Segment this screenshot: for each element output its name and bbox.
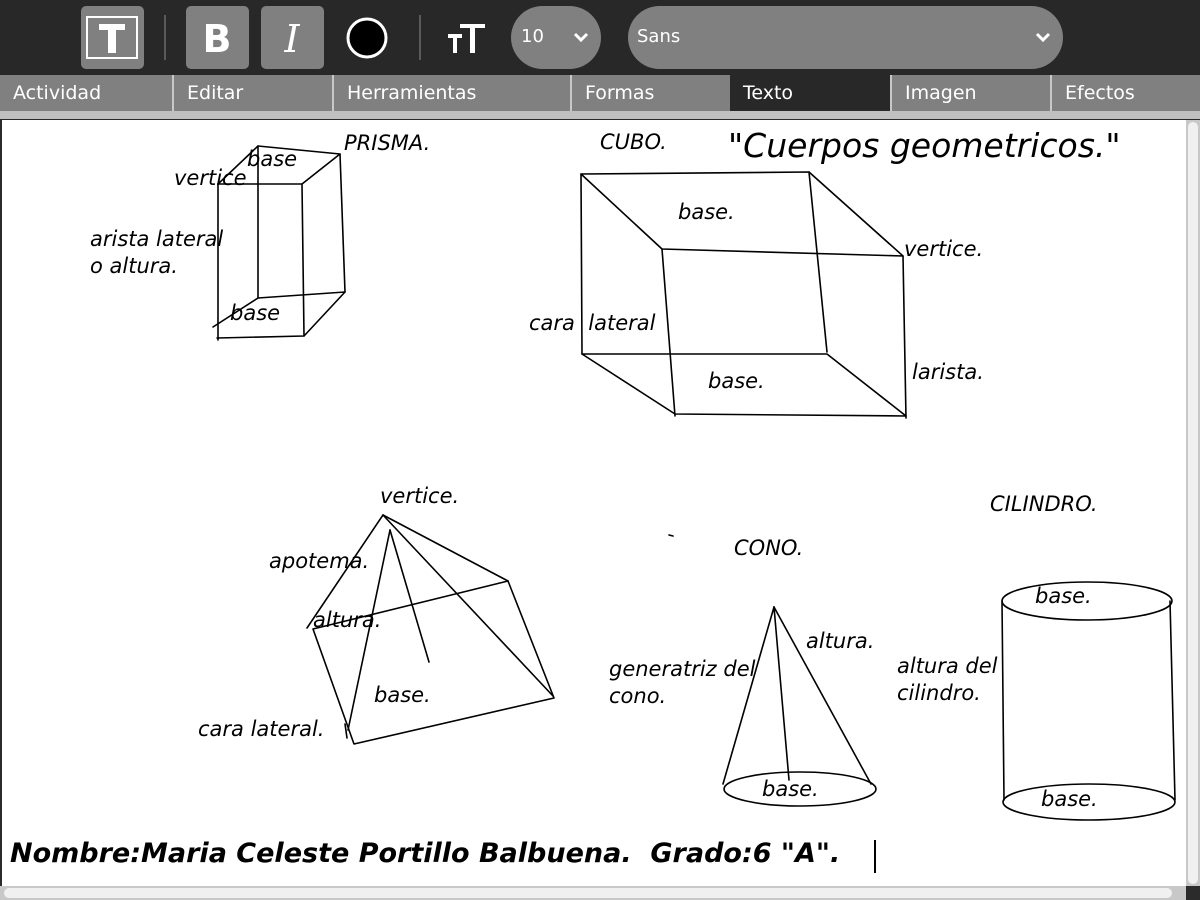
cylinder-height-label: altura del cilindro. bbox=[897, 654, 998, 705]
pyramid-base-label: base. bbox=[374, 683, 431, 707]
text-tool-icon bbox=[81, 6, 144, 69]
text-tool-button[interactable] bbox=[81, 6, 144, 69]
pyramid-face-label: cara lateral. bbox=[198, 717, 325, 741]
cylinder-drawing bbox=[1002, 582, 1175, 820]
italic-button[interactable] bbox=[261, 6, 324, 69]
cone-generatrix-label: generatriz del cono. bbox=[609, 657, 756, 708]
toolbar-separator bbox=[164, 15, 166, 60]
tab-texto[interactable]: Texto bbox=[730, 75, 890, 111]
pyramid-vertex-label: vertice. bbox=[380, 484, 460, 508]
prism-heading: PRISMA. bbox=[344, 131, 431, 155]
chevron-down-icon bbox=[571, 26, 591, 48]
tab-imagen[interactable]: Imagen bbox=[890, 75, 1050, 111]
cube-bottom-base-label: base. bbox=[708, 369, 765, 393]
tab-bar bbox=[0, 75, 1200, 111]
prism-edge-label: arista lateral o altura. bbox=[90, 227, 224, 278]
font-size-value: 10 bbox=[521, 26, 544, 47]
pyramid-apothem-label: apotema. bbox=[269, 549, 370, 573]
tab-herramientas[interactable]: Herramientas bbox=[332, 75, 570, 111]
cone-heading: CONO. bbox=[734, 536, 804, 560]
cone-height-label: altura. bbox=[806, 629, 875, 653]
tab-underline bbox=[0, 111, 1200, 119]
pyramid-height-label: altura. bbox=[313, 608, 382, 632]
drawing-canvas[interactable] bbox=[2, 120, 1186, 886]
font-family-combo[interactable] bbox=[628, 6, 1063, 69]
tab-actividad[interactable]: Actividad bbox=[13, 82, 102, 104]
cube-top-base-label: base. bbox=[678, 200, 735, 224]
svg-text:B: B bbox=[202, 17, 232, 61]
vertical-scroll-thumb[interactable] bbox=[1188, 122, 1198, 884]
cylinder-bottom-base-label: base. bbox=[1041, 787, 1098, 811]
italic-icon bbox=[261, 6, 324, 69]
student-name-text[interactable]: Nombre:Maria Celeste Portillo Balbuena. Grado:6 "A". bbox=[10, 838, 841, 869]
tab-editar[interactable]: Editar bbox=[172, 75, 332, 111]
horizontal-scroll-thumb[interactable] bbox=[4, 888, 1172, 898]
vertical-scrollbar[interactable] bbox=[1186, 120, 1200, 886]
cylinder-top-base-label: base. bbox=[1035, 584, 1092, 608]
font-size-combo[interactable] bbox=[511, 6, 601, 69]
toolbar bbox=[0, 0, 1200, 75]
prism-bottom-base-label: base bbox=[230, 301, 281, 325]
text-size-icon bbox=[435, 6, 498, 69]
cube-vertex-label: vertice. bbox=[904, 237, 984, 261]
cube-edge-label: larista. bbox=[912, 360, 984, 384]
bold-icon bbox=[186, 6, 249, 69]
cylinder-heading: CILINDRO. bbox=[990, 492, 1098, 516]
page-title: "Cuerpos geometricos." bbox=[728, 126, 1121, 165]
font-family-value: Sans bbox=[637, 26, 681, 47]
svg-text:I: I bbox=[284, 17, 300, 61]
cube-face-label: cara lateral bbox=[529, 311, 656, 335]
tab-efectos[interactable]: Efectos bbox=[1050, 75, 1200, 111]
text-cursor bbox=[874, 840, 876, 873]
horizontal-scrollbar[interactable] bbox=[0, 886, 1186, 900]
cube-heading: CUBO. bbox=[600, 130, 667, 154]
tab-formas[interactable]: Formas bbox=[570, 75, 730, 111]
chevron-down-icon bbox=[1033, 26, 1053, 48]
bold-button[interactable] bbox=[186, 6, 249, 69]
text-size-button[interactable] bbox=[435, 6, 498, 69]
color-swatch-icon bbox=[336, 6, 399, 69]
text-color-button[interactable] bbox=[336, 6, 399, 69]
toolbar-separator bbox=[419, 15, 421, 60]
cone-base-label: base. bbox=[762, 777, 819, 801]
prism-top-base-label: base bbox=[247, 147, 298, 171]
prism-vertex-label: vertice bbox=[174, 166, 247, 190]
